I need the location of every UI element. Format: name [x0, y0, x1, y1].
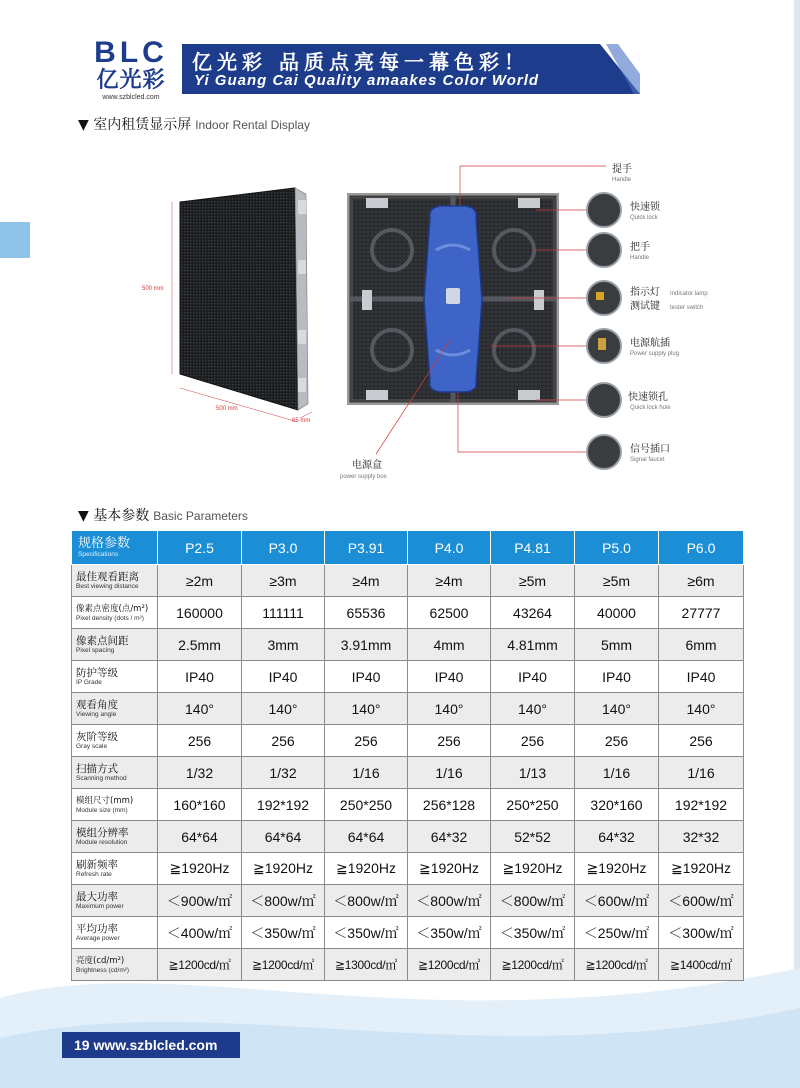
table-cell: IP40 — [325, 661, 408, 693]
row-label-en: Average power — [76, 934, 120, 942]
row-label-cn: 观看角度 — [76, 698, 118, 711]
page-edge — [794, 0, 800, 1088]
table-cell: 320*160 — [575, 789, 659, 821]
table-cell: 64*64 — [158, 821, 242, 853]
header-label-cell — [72, 531, 158, 565]
table-cell: ≧1200cd/㎡ — [408, 949, 491, 981]
table-cell: ＜600w/㎡ — [575, 885, 659, 917]
table-cell: ≧1200cd/㎡ — [158, 949, 242, 981]
row-label-en: Refresh rate — [76, 870, 112, 878]
row-label-cell — [72, 597, 158, 629]
table-cell: ＜350w/㎡ — [325, 917, 408, 949]
table-cell: IP40 — [575, 661, 659, 693]
table-row — [72, 629, 744, 661]
row-label-cell — [72, 757, 158, 789]
table-cell: ＜800w/㎡ — [491, 885, 575, 917]
table-cell: 256 — [659, 725, 744, 757]
row-label-cn: 平均功率 — [76, 922, 118, 935]
table-cell: ≥5m — [491, 565, 575, 597]
table-cell: 2.5mm — [158, 629, 242, 661]
table-cell: 250*250 — [325, 789, 408, 821]
table-row — [72, 757, 744, 789]
row-label-cn: 灰阶等级 — [76, 730, 118, 743]
table-cell: 64*64 — [242, 821, 325, 853]
row-label-cell — [72, 885, 158, 917]
section-title-cn: ▼ 室内租赁显示屏 — [78, 117, 192, 133]
row-label-cell — [72, 565, 158, 597]
table-row — [72, 917, 744, 949]
row-label-cell — [72, 629, 158, 661]
table-cell: 1/16 — [575, 757, 659, 789]
callout-signal-en: Signal faucet — [630, 457, 665, 463]
row-label-cell — [72, 853, 158, 885]
dimension-depth: 65 mm — [292, 418, 311, 424]
row-label-cn: 刷新频率 — [76, 858, 118, 871]
slogan-banner — [182, 44, 640, 94]
table-cell: ＜350w/㎡ — [491, 917, 575, 949]
row-label-en: Module resolution — [76, 838, 128, 846]
table-cell: ≧1920Hz — [408, 853, 491, 885]
table-cell: 256 — [158, 725, 242, 757]
table-cell: 62500 — [408, 597, 491, 629]
header-label-en: Specifications — [78, 551, 119, 558]
table-cell: 3mm — [242, 629, 325, 661]
front-panel-view — [180, 188, 308, 410]
table-cell: 140° — [158, 693, 242, 725]
row-label-en: Pixel spacing — [76, 646, 115, 654]
table-row — [72, 693, 744, 725]
table-row — [72, 661, 744, 693]
table-cell: 256 — [325, 725, 408, 757]
table-cell: ＜800w/㎡ — [242, 885, 325, 917]
table-cell: IP40 — [659, 661, 744, 693]
table-cell: 256 — [491, 725, 575, 757]
row-label-en: Gray scale — [76, 742, 108, 750]
callout-power-plug-cn: 电源航插 — [630, 338, 670, 349]
table-cell: 4mm — [408, 629, 491, 661]
row-label-en: Scanning method — [76, 774, 127, 782]
table-cell: ≧1200cd/㎡ — [575, 949, 659, 981]
row-label-en: Brightness (cd/m²) — [76, 966, 130, 974]
table-cell: ＜300w/㎡ — [659, 917, 744, 949]
table-cell: 4.81mm — [491, 629, 575, 661]
model-header-cell: P3.91 — [325, 531, 408, 565]
row-label-cn: 亮度(cd/m²) — [76, 955, 125, 966]
table-cell: 1/16 — [659, 757, 744, 789]
back-panel-view — [350, 196, 556, 402]
table-row — [72, 853, 744, 885]
table-cell: 256 — [575, 725, 659, 757]
banner-slogan-en: Yi Guang Cai Quality amaakes Color World — [194, 72, 540, 89]
callout-power-box-cn: 电源盒 — [352, 460, 382, 471]
callout-quick-lock-cn: 快速锁 — [630, 202, 660, 213]
logo-url: www.szblcled.com — [102, 94, 160, 101]
table-cell: 5mm — [575, 629, 659, 661]
section-title-en: Indoor Rental Display — [195, 118, 310, 132]
row-label-en: Module size (mm) — [76, 806, 128, 814]
row-label-cn: 最大功率 — [76, 890, 118, 903]
row-label-cn: 像素点密度(点/m²) — [76, 603, 149, 614]
table-row — [72, 725, 744, 757]
callout-quick-lock-hole-en: Quick lock hole — [630, 405, 671, 411]
table-cell: ＜250w/㎡ — [575, 917, 659, 949]
table-cell: 111111 — [242, 597, 325, 629]
table-cell: ＜350w/㎡ — [242, 917, 325, 949]
table-cell: 32*32 — [659, 821, 744, 853]
row-label-en: Viewing angle — [76, 710, 117, 718]
table-cell: 43264 — [491, 597, 575, 629]
table-cell: 256*128 — [408, 789, 491, 821]
callout-indicator-cn: 指示灯 — [630, 287, 660, 298]
table-cell: 140° — [325, 693, 408, 725]
row-label-cell — [72, 917, 158, 949]
table-cell: ≧1200cd/㎡ — [491, 949, 575, 981]
table-cell: 160000 — [158, 597, 242, 629]
row-label-cn: 模组分辨率 — [76, 826, 129, 839]
row-label-cell — [72, 821, 158, 853]
callout-handle-top-en: Handle — [612, 177, 632, 183]
page-footer: 19 www.szblcled.com — [62, 1032, 240, 1058]
table-cell: ≥4m — [325, 565, 408, 597]
table-cell: ≧1300cd/㎡ — [325, 949, 408, 981]
table-cell: ＜350w/㎡ — [408, 917, 491, 949]
table-cell: IP40 — [242, 661, 325, 693]
dimension-height: 500 mm — [142, 286, 164, 292]
table-cell: ＜900w/㎡ — [158, 885, 242, 917]
section-title-cn: ▼ 基本参数 — [78, 508, 150, 524]
model-header-cell: P3.0 — [242, 531, 325, 565]
row-label-cn: 最佳观看距离 — [76, 570, 139, 583]
table-row — [72, 885, 744, 917]
table-header-row — [72, 531, 744, 565]
table-cell: ≧1920Hz — [575, 853, 659, 885]
row-label-cell — [72, 693, 158, 725]
row-label-cell — [72, 789, 158, 821]
table-cell: 256 — [242, 725, 325, 757]
table-cell: ≧1920Hz — [659, 853, 744, 885]
table-cell: 1/13 — [491, 757, 575, 789]
table-cell: ≧1920Hz — [325, 853, 408, 885]
row-label-cn: 扫描方式 — [76, 762, 118, 775]
callout-signal-cn: 信号插口 — [630, 444, 670, 455]
table-cell: ≧1200cd/㎡ — [242, 949, 325, 981]
model-header-cell: P4.81 — [491, 531, 575, 565]
row-label-cn: 防护等级 — [76, 666, 118, 679]
table-cell: ＜800w/㎡ — [325, 885, 408, 917]
table-cell: ≥4m — [408, 565, 491, 597]
table-cell: 1/16 — [325, 757, 408, 789]
section-title-display — [78, 114, 310, 134]
callout-indicator-en: Indicator lamp — [670, 291, 708, 297]
model-header-cell: P2.5 — [158, 531, 242, 565]
banner-slogan-cn: 亿光彩 品质点亮每一幕色彩！ — [192, 50, 529, 74]
table-cell: ≥5m — [575, 565, 659, 597]
table-cell: ≧1920Hz — [158, 853, 242, 885]
section-title-en: Basic Parameters — [153, 509, 248, 523]
callout-handle-top-cn: 提手 — [612, 164, 632, 175]
table-cell: ＜400w/㎡ — [158, 917, 242, 949]
row-label-cell — [72, 725, 158, 757]
table-cell: 192*192 — [659, 789, 744, 821]
table-cell: 52*52 — [491, 821, 575, 853]
logo-text-en: BLC — [94, 36, 168, 69]
table-cell: 250*250 — [491, 789, 575, 821]
callout-handle-en: Handle — [630, 255, 650, 261]
dimension-width: 500 mm — [216, 406, 238, 412]
table-cell: 1/32 — [158, 757, 242, 789]
table-cell: 27777 — [659, 597, 744, 629]
table-row — [72, 597, 744, 629]
row-label-en: Best viewing distance — [76, 582, 139, 590]
callout-tester-cn: 测试键 — [630, 301, 660, 312]
table-cell: IP40 — [491, 661, 575, 693]
table-row — [72, 821, 744, 853]
table-cell: 140° — [659, 693, 744, 725]
callout-tester-en: tester switch — [670, 305, 704, 311]
table-cell: 64*64 — [325, 821, 408, 853]
table-cell: 256 — [408, 725, 491, 757]
row-label-cell — [72, 949, 158, 981]
table-cell: ≥3m — [242, 565, 325, 597]
row-label-cn: 像素点间距 — [76, 634, 129, 647]
section-title-parameters — [78, 505, 248, 525]
table-row — [72, 565, 744, 597]
table-cell: 140° — [408, 693, 491, 725]
table-cell: 64*32 — [575, 821, 659, 853]
product-diagram — [130, 150, 750, 490]
side-tab-marker — [0, 222, 30, 258]
table-cell: ≥6m — [659, 565, 744, 597]
row-label-cell — [72, 661, 158, 693]
table-cell: 160*160 — [158, 789, 242, 821]
callout-thumbnails — [587, 193, 621, 469]
table-cell: 64*32 — [408, 821, 491, 853]
callout-quick-lock-en: Quick lock — [630, 215, 658, 221]
callout-handle-cn: 把手 — [630, 242, 650, 253]
table-cell: 140° — [242, 693, 325, 725]
table-cell: 65536 — [325, 597, 408, 629]
model-header-cell: P4.0 — [408, 531, 491, 565]
row-label-en: Maximum power — [76, 902, 124, 910]
brand-logo — [86, 38, 176, 102]
spec-table — [71, 530, 744, 981]
row-label-en: IP Grade — [76, 678, 102, 686]
table-cell: ＜800w/㎡ — [408, 885, 491, 917]
table-cell: 1/16 — [408, 757, 491, 789]
table-cell: 40000 — [575, 597, 659, 629]
table-cell: IP40 — [158, 661, 242, 693]
table-cell: 192*192 — [242, 789, 325, 821]
model-header-cell: P6.0 — [659, 531, 744, 565]
table-cell: ≥2m — [158, 565, 242, 597]
callout-quick-lock-hole-cn: 快速锁孔 — [628, 392, 668, 403]
callout-power-plug-en: Power supply plug — [630, 351, 680, 357]
table-cell: IP40 — [408, 661, 491, 693]
callout-power-box-en: power supply box — [340, 474, 387, 480]
table-row — [72, 949, 744, 981]
table-cell: 140° — [575, 693, 659, 725]
table-row — [72, 789, 744, 821]
logo-text-cn: 亿光彩 — [96, 68, 166, 93]
table-cell: 3.91mm — [325, 629, 408, 661]
row-label-en: Pixel density (dots / m²) — [76, 614, 144, 622]
model-header-cell: P5.0 — [575, 531, 659, 565]
table-cell: 1/32 — [242, 757, 325, 789]
table-cell: ≧1400cd/㎡ — [659, 949, 744, 981]
table-cell: ≧1920Hz — [242, 853, 325, 885]
table-cell: ≧1920Hz — [491, 853, 575, 885]
table-cell: 140° — [491, 693, 575, 725]
header-label-cn: 规格参数 — [78, 536, 131, 551]
row-label-cn: 模组尺寸(mm) — [76, 795, 134, 806]
table-cell: 6mm — [659, 629, 744, 661]
table-cell: ＜600w/㎡ — [659, 885, 744, 917]
